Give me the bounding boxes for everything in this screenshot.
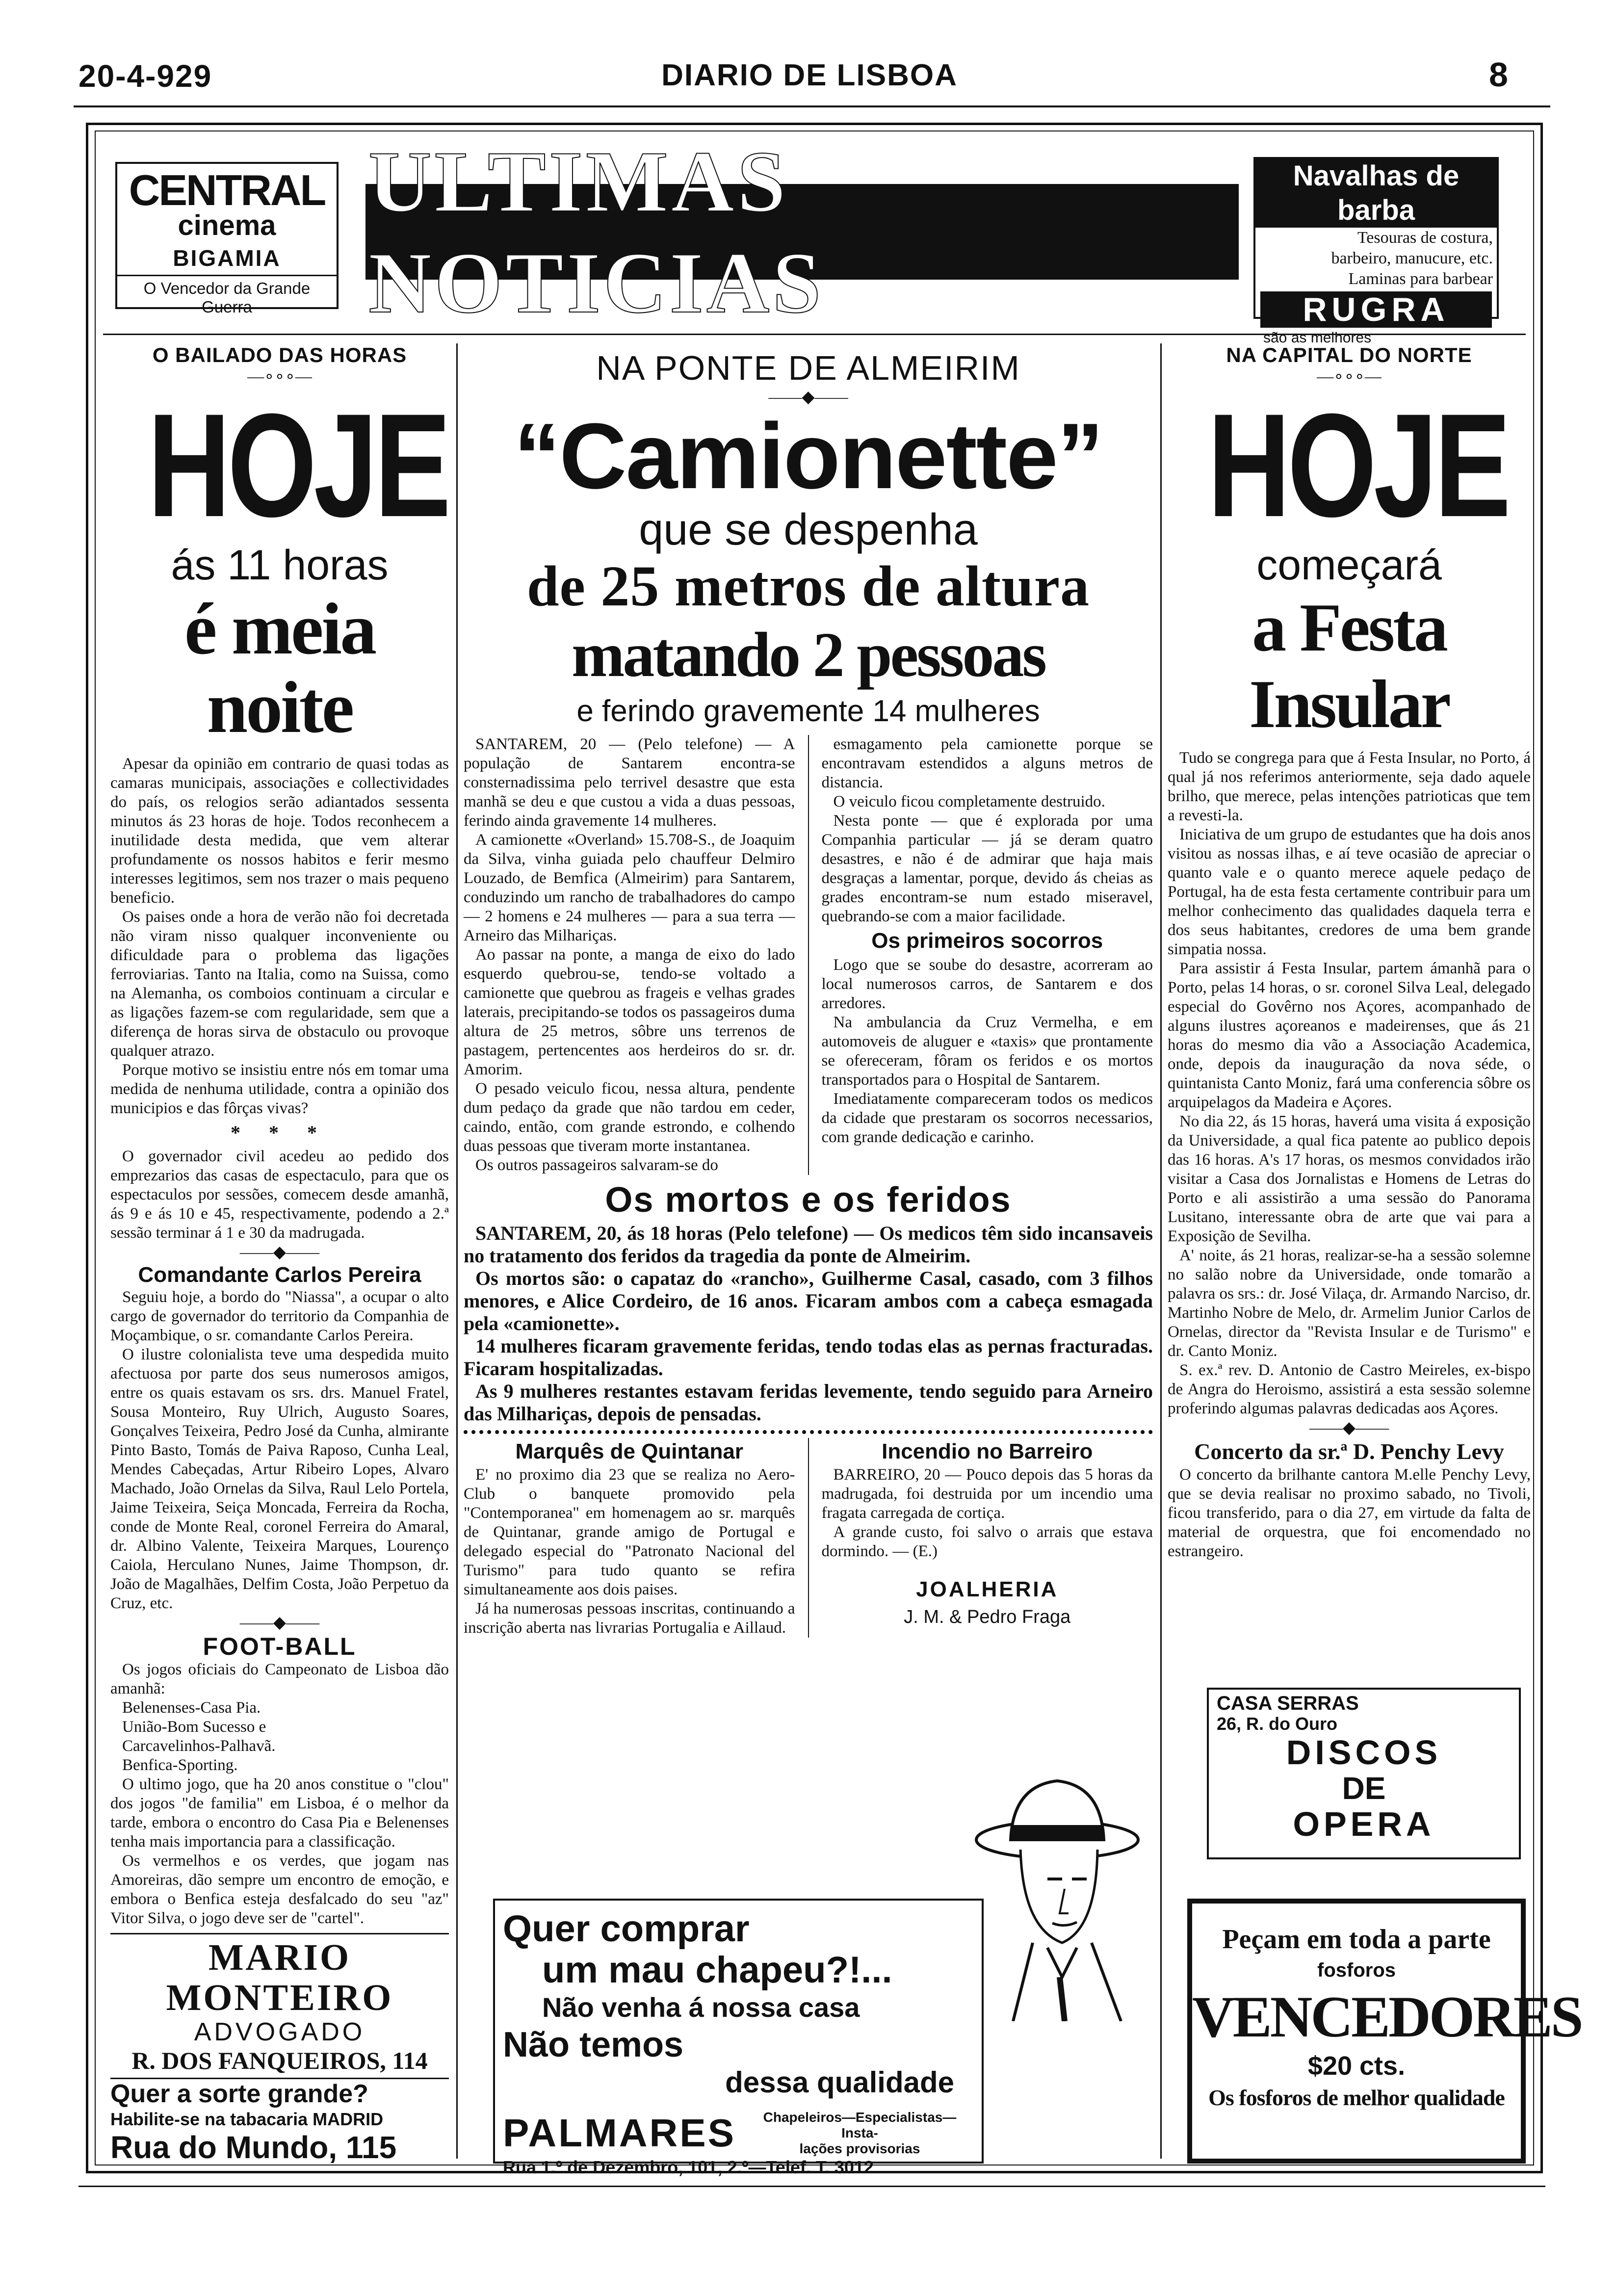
left-ornament: —∘∘∘— <box>247 367 312 386</box>
serras-l2: DE <box>1342 1771 1386 1806</box>
issue-date: 20-4-929 <box>78 58 212 94</box>
vencedores-l2: fosforos <box>1317 1959 1396 1981</box>
bottom-rule <box>78 2186 1545 2187</box>
story-para: Na ambulancia da Cruz Vermelha, e em automoveis de aluguer e «taxis» que prontamente se ofereceram, fôram os feridos e os mortos transportados para o Hospital de Santarem. <box>821 1014 1153 1089</box>
center-column <box>464 348 1153 1638</box>
serras-l3: OPERA <box>1293 1805 1435 1843</box>
story-para: Logo que se soube do desastre, acorreram ao local numerosos carros, de Santarem e dos arredores. <box>821 956 1153 1012</box>
mortos-head: Os mortos e os feridos <box>605 1180 1012 1220</box>
right-kicker: NA CAPITAL DO NORTE <box>1226 343 1472 366</box>
left-para-4: O governador civil acedeu ao pedido dos emprezarios das casas de espectaculo, para que os espectaculos por sessões, comecem desde amanhã, ás 9 e ás 10 e 45, respectivamente, podendo a 2.ª sessão terminar á 1 e 30 da madrugada. <box>110 1148 449 1242</box>
central-brand: CENTRAL <box>129 166 325 214</box>
story-para: Nesta ponte — que é explorada por uma Companhia particular — já se deram quatro desastres, e não é de admirar que haja mais desgraças a lamentar, porque, devido ás cheias as grades encontram-se num estado miseravel, quebrando-se com a maior facilidade. <box>821 812 1153 925</box>
barreiro-para: A grande custo, foi salvo o arrais que estava dormindo. — (E.) <box>821 1523 1153 1560</box>
palmares-desc <box>746 2110 974 2157</box>
center-sub1: que se despenha <box>639 505 978 554</box>
concerto-body <box>1168 1465 1531 1561</box>
football-game: Belenenses-Casa Pia. <box>122 1699 261 1717</box>
football-para-2: Os vermelhos e os verdes, que jogam nas Amoreiras, dão sempre um encontro de emoção, e embora o Benfica esteja desfalcado do seu "az" Vitor Silva, o jogo deve ser de "cartel". <box>110 1852 449 1927</box>
story-para: O veiculo ficou completamente destruido. <box>833 793 1105 810</box>
joalheria-owners: J. M. & Pedro Fraga <box>904 1607 1071 1627</box>
mortos-para: 14 mulheres ficaram gravemente feridas, tendo todas elas as pernas fracturadas. Ficaram hospitalizadas. <box>464 1335 1153 1380</box>
palmares-brand: PALMARES <box>503 2111 736 2155</box>
sorte-line1: Quer a sorte grande? <box>110 2080 368 2108</box>
sorte-line2: Habilite-se na tabacaria MADRID <box>110 2109 384 2129</box>
ultimas-noticias-banner <box>365 132 1239 331</box>
left-stars: * * * <box>231 1122 329 1144</box>
right-column <box>1168 343 1531 1561</box>
navalhas-brand: RUGRA <box>1260 291 1492 328</box>
left-column <box>110 343 449 2165</box>
palmares-copy <box>503 1908 974 2178</box>
right-big-hoje: HOJE <box>1207 383 1508 548</box>
navalhas-footer: são as melhores <box>1263 330 1372 346</box>
column-rule-left <box>456 343 458 2159</box>
football-intro: Os jogos oficiais do Campeonato de Lisboa dão amanhã: <box>110 1661 449 1697</box>
briefs-rule <box>808 1438 809 1638</box>
left-sub2: é meia noite <box>184 588 375 748</box>
navalhas-line3: Laminas para barbear <box>1348 270 1493 288</box>
central-sub: cinema <box>178 209 276 241</box>
palmares-ad <box>464 1766 1153 2177</box>
center-briefs <box>464 1438 1153 1638</box>
left-body <box>110 755 449 1118</box>
central-film: BIGAMIA <box>173 245 281 271</box>
quintanar-para: E' no proximo dia 23 que se realiza no Aero-Club o banquete promovido pela "Contemporanea" em homenagem ao sr. marquês de Quintanar, grande amigo de Portugal e delegado especial do "Patronato Nacional del Turismo" para tudo quanto se refira simultaneamente aos dois paises. <box>464 1466 795 1598</box>
football-game: Carcavelinhos-Palhavã. <box>122 1737 276 1755</box>
palmares-desc1: Chapeleiros—Especialistas—Insta- <box>763 2110 957 2140</box>
center-sub4: e ferindo gravemente 14 mulheres <box>576 694 1040 728</box>
sorte-line3: Rua do Mundo, 115 <box>110 2130 397 2165</box>
left-divider-2: ——◆—— <box>239 1614 320 1632</box>
navalhas-line2: barbeiro, manucure, etc. <box>1331 249 1493 267</box>
left-para-1: Apesar da opinião em contrario de quasi todas as camaras municipais, associações e collectividades do país, os relogios serão adiantados sessenta minutos ás 23 horas de hoje. Todos reconhecem a inutilidade desta medida, que vem alterar profundamente os nossos habitos e ferir mesmo interesses legitimos, sem nos trazer o mais pequeno beneficio. <box>110 755 449 907</box>
hat-man-illustration <box>974 1766 1150 2021</box>
barreiro-brief <box>822 1438 1153 1638</box>
casa-serras-ad <box>1207 1688 1521 1859</box>
palmares-l5: dessa qualidade <box>725 2066 954 2099</box>
navalhas-ad <box>1253 157 1499 346</box>
right-para: Tudo se congrega para que á Festa Insular, no Porto, á qual já nos referimos anteriormente, seja dado aquele brilho, que merece, pelas intenções patrioticas que tem a revesti-la. <box>1168 749 1531 824</box>
right-divider: ——◆—— <box>1309 1419 1389 1437</box>
center-ornament: ——◆—— <box>768 388 848 406</box>
center-sub3: matando 2 pessoas <box>572 620 1045 690</box>
football-para-1: O ultimo jogo, que ha 20 anos constitue o "clou" dos jogos "de familia" em Lisboa, é o melhor da tarde, embora o encontro do Casa Pia e Belenenses tenha mais importancia para a classificação. <box>110 1775 449 1851</box>
palmares-brand-row <box>503 2110 974 2157</box>
football-games <box>110 1698 449 1775</box>
serras-l1: DISCOS <box>1286 1733 1442 1772</box>
mario-name: MARIO MONTEIRO <box>166 1937 393 2018</box>
vencedores-brand: VENCEDORES <box>1192 1984 1582 2049</box>
palmares-l2: um mau chapeu?!... <box>542 1949 892 1991</box>
right-para: S. ex.ª rev. D. Antonio de Castro Meireles, ex-bispo de Angra do Heroismo, assistirá a esta sessão solemne proferindo algumas palavras dedicadas aos Açores. <box>1168 1361 1531 1417</box>
barreiro-para: BARREIRO, 20 — Pouco depois das 5 horas da madrugada, foi destruida por um incendio uma fragata carregada de cortiça. <box>821 1466 1153 1522</box>
right-para: No dia 22, ás 15 horas, haverá uma visita á exposição da Universidade, a qual fica patente ao publico depois das 16 horas. A's 17 horas, os mesmos convidados irão visitar a Casa dos Jornalistas e Homens de Letras do Porto e ali assistirão a uma sessão do Panorama Lusitano, interessante obra de arte que vai para a Exposição de Sevilha. <box>1168 1113 1531 1245</box>
left-sub1: ás 11 horas <box>171 542 389 589</box>
vencedores-ad <box>1187 1899 1582 2164</box>
left-divider-1: ——◆—— <box>239 1243 320 1261</box>
mortos-body <box>464 1222 1153 1425</box>
quintanar-para: Já ha numerosas pessoas inscritas, continuando a inscrição aberta nas livrarias Portugalia e Aillaud. <box>464 1600 795 1637</box>
palmares-l1: Quer comprar <box>503 1908 750 1950</box>
story-col-rule <box>808 735 809 1175</box>
mortos-para: As 9 mulheres restantes estavam feridas levemente, tendo seguido para Arneiro das Milhariças, depois de pensadas. <box>464 1380 1153 1425</box>
story-para: A camionette «Overland» 15.708-S., de Joaquim da Silva, vinha guiada pelo chauffeur Delmiro Louzado, de Bemfica (Almeirim) para Santarem, conduzindo um rancho de trabalhadores do campo — 2 homens e 24 mulheres — para a sua terra — Arneiro das Milhariças. <box>464 831 795 944</box>
serras-name: CASA SERRAS <box>1217 1693 1359 1714</box>
central-tagline: O Vencedor da Grande Guerra <box>117 275 337 316</box>
top-rule <box>74 105 1550 107</box>
column-rule-right <box>1160 343 1162 2159</box>
story-para: SANTAREM, 20 — (Pelo telefone) — A população de Santarem encontra-se consternadissima pelo terrivel desastre que esta manhã se deu e que custou a vida a duas pessoas, ferindo ainda gravemente 14 mulheres. <box>464 735 795 830</box>
center-kicker: NA PONTE DE ALMEIRIM <box>596 349 1020 387</box>
header-divider <box>103 334 1526 335</box>
left-kicker: O BAILADO DAS HORAS <box>152 343 407 366</box>
carlos-head: Comandante Carlos Pereira <box>138 1263 421 1287</box>
vencedores-l1: Peçam em toda a parte <box>1222 1924 1491 1955</box>
mortos-para: Os mortos são: o capataz do «rancho», Guilherme Casal, casado, com 3 filhos menores, e Alice Cordeiro, de 16 anos. Ficaram ambos com a cabeça esmagada pela «camionette». <box>464 1267 1153 1334</box>
football-head: FOOT-BALL <box>203 1633 357 1660</box>
left-body-2 <box>110 1147 449 1243</box>
palmares-address: Rua 1.º de Dezembro, 101, 2.º—Telef. T. 3012 <box>503 2157 874 2177</box>
center-story-columns <box>464 735 1153 1175</box>
center-headline: “Camionette” <box>514 404 1103 508</box>
center-story-col2 <box>822 735 1153 1175</box>
navalhas-line1: Tesouras de costura, <box>1357 229 1493 247</box>
story-para: Os outros passageiros salvaram-se do <box>475 1156 718 1174</box>
football-game: União-Bom Sucesso e <box>122 1718 266 1736</box>
joalheria-title: JOALHERIA <box>916 1577 1059 1601</box>
story-para: Imediatamente compareceram todos os medicos da cidade que prestaram os socorros necessarios, com grande dedicação e carinho. <box>821 1090 1153 1146</box>
center-tick-rule <box>464 1430 1153 1434</box>
center-sub2: de 25 metros de altura <box>526 554 1090 618</box>
football-game: Benfica-Sporting. <box>122 1756 238 1774</box>
central-cinema-ad <box>115 162 339 316</box>
left-para-2: Os paises onde a hora de verão não foi decretada não viram nisso qualquer inconveniente ou dificuldade para o problema das ligações ferroviarias. Tanto na Italia, como na Suissa, como na Alemanha, os comboios continuam a circular e as ligações fazem-se com regularidade, sem que a diferença de horas sirva de obstaculo ou provoque qualquer atrazo. <box>110 908 449 1060</box>
carlos-para-1: Seguiu hoje, a bordo do "Niassa", a ocupar o alto cargo de governador do territorio da Companhia de Moçambique, o sr. comandante Carlos Pereira. <box>110 1288 449 1344</box>
mario-role: ADVOGADO <box>194 2018 365 2046</box>
socorros-head: Os primeiros socorros <box>871 929 1103 953</box>
mario-address: R. DOS FANQUEIROS, 114 <box>131 2047 428 2074</box>
carlos-para-2: O ilustre colonialista teve uma despedida muito afectuosa por parte dos seus numerosos amigos, entre os quais estavam os srs. drs. Manuel Fratel, Sousa Monteiro, Ruy Ulrich, Augusto Soares, Gonçalves Teixeira, Pedro José da Cunha, almirante Pinto Basto, Tomás de Paiva Raposo, Cunha Leal, Mendes Cabeçadas, Artur Ribeiro Lopes, Alvaro Machado, João Ornelas da Silva, Raul Lelo Portela, Jaime Teixeira, Seiça Moncada, Ferreira da Rocha, conde de Monte Real, coronel Ferreira do Amaral, dr. Albino Valente, Teixeira Marques, Lourenço Caiola, Herculano Nunes, Jaime Thompson, dr. João de Magalhães, Delfim Costa, João Perpetuo da Cruz, etc. <box>110 1346 449 1612</box>
right-para: A' noite, ás 21 horas, realizar-se-ha a sessão solemne no salão nobre da Universidade, onde tomarão a palavra os srs.: dr. José Vilaça, dr. Armando Narciso, dr. Martinho Nobre de Melo, dr. Armelim Junior Carlos de Ornelas, director da "Revista Insular e de Turismo" e dr. Canto Moniz. <box>1168 1247 1531 1360</box>
quintanar-head: Marquês de Quintanar <box>515 1439 744 1463</box>
carlos-body <box>110 1288 449 1613</box>
vencedores-slogan: Os fosforos de melhor qualidade <box>1208 2085 1505 2110</box>
center-story-col1 <box>464 735 795 1175</box>
concerto-para: O concerto da brilhante cantora M.elle Penchy Levy, que se devia realisar no proximo sabado, no Tivoli, ficou transferido, para o dia 27, em virtude da falta de material de orquestra, que foi encomendado no estrangeiro. <box>1168 1466 1531 1560</box>
right-ornament: —∘∘∘— <box>1317 367 1382 386</box>
right-para: Iniciativa de um grupo de estudantes que ha dois anos visitou as nossas ilhas, e aí teve ocasião de apreciar o quanto vale e o quanto merece aquele pedaço de Portugal, ha de esta festa certamente contribuir para um melhor conhecimento das qualidades daquela terra e dos seus habitantes, credores de uma bem grande simpatia nossa. <box>1168 826 1531 958</box>
vencedores-price: $20 cts. <box>1307 2051 1406 2081</box>
left-para-3: Porque motivo se insistiu entre nós em tomar uma medida de nenhuma utilidade, contra a opinião dos municipios e das fôrças vivas? <box>110 1061 449 1117</box>
right-sub2: a Festa Insular <box>1249 590 1449 742</box>
barreiro-head: Incendio no Barreiro <box>882 1439 1093 1463</box>
right-body <box>1168 749 1531 1418</box>
newspaper-title: DIARIO DE LISBOA <box>661 58 958 92</box>
story-para: Ao passar na ponte, a manga de eixo do lado esquerdo quebrou-se, tendo-se voltado a camionette que quebrou as frageis e velhas grades laterais, precipitando-se todos os passageiros duma altura de 25 metros, sôbre uns terrenos de pastagem, pertencentes aos herdeiros do sr. dr. Amorim. <box>464 946 795 1078</box>
palmares-l4: Não temos <box>503 2025 684 2064</box>
quintanar-brief <box>464 1438 795 1638</box>
palmares-desc2: lações provisorias <box>799 2141 920 2156</box>
palmares-l3: Não venha á nossa casa <box>542 1992 860 2023</box>
mortos-para: SANTAREM, 20, ás 18 horas (Pelo telefone) — Os medicos têm sido incansaveis no tratamento dos feridos da tragedia da ponte de Almeirim. <box>464 1222 1153 1267</box>
left-big-hoje: HOJE <box>147 383 448 548</box>
banner-text: ULTIMAS NOTICIAS <box>368 132 824 331</box>
serras-address: 26, R. do Ouro <box>1217 1714 1338 1734</box>
navalhas-title: Navalhas de barba <box>1255 159 1497 228</box>
page-number: 8 <box>1489 55 1508 94</box>
story-para: esmagamento pela camionette porque se encontravam estendidos a alguns metros de distancia. <box>821 735 1153 791</box>
right-sub1: começará <box>1256 542 1442 589</box>
story-para: O pesado veiculo ficou, nessa altura, pendente dum pedaço da grade que não tardou em ceder, caindo, então, com grande estrondo, e colhendo duas pessoas que tiveram morte instantanea. <box>464 1080 795 1155</box>
football-body <box>110 1660 449 1928</box>
right-para: Para assistir á Festa Insular, partem ámanhã para o Porto, pelas 14 horas, o sr. coronel Silva Leal, delegado especial do Govêrno nos Açores, acompanhado de alguns ilustres açoreanos e madeirenses, que ás 21 horas do mesmo dia vão a Associação Academica, onde, depois da inauguração da nova séde, o quintanista Canto Moniz, fará uma conferencia sôbre os arquipelagos da Madeira e Açores. <box>1168 960 1531 1111</box>
concerto-head: Concerto da sr.ª D. Penchy Levy <box>1194 1439 1504 1464</box>
left-ad-rule <box>110 1933 449 1934</box>
